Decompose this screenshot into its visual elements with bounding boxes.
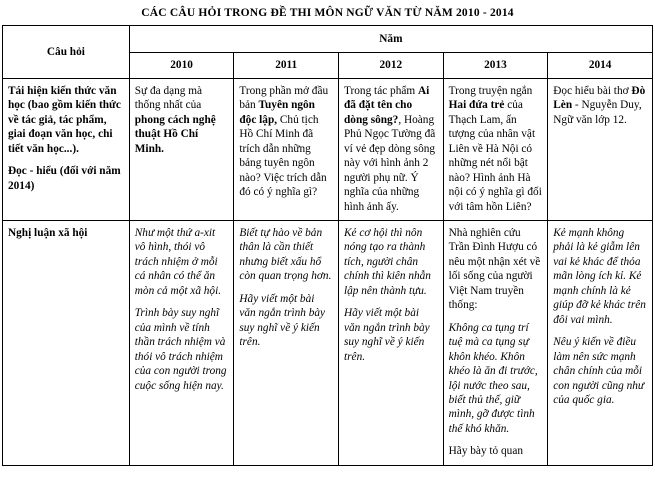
cell-essay-2014 — [548, 220, 653, 465]
paragraph: Kẻ mạnh không phải là kẻ giẫm lên vai kẻ khác để thỏa mãn lòng ích kỉ. Kẻ mạnh chính là kẻ giúp đỡ kẻ khác trên đôi vai mình. — [553, 226, 646, 326]
table-row — [3, 220, 653, 465]
header-year-2012: 2012 — [339, 53, 444, 78]
text-run: Trong truyện ngắn — [448, 84, 533, 97]
cell-paragraphs — [553, 226, 647, 407]
text-run: Trong phần mở đầu bản — [239, 84, 329, 112]
cell-essay-2010 — [129, 220, 234, 465]
row-label-recall — [3, 78, 130, 220]
cell-recall-2012 — [339, 78, 444, 220]
cell-essay-2012 — [339, 220, 444, 465]
cell-recall-2014 — [548, 78, 653, 220]
text-run: Đò Lèn — [553, 84, 646, 112]
page-title: CÁC CÂU HỎI TRONG ĐỀ THI MÔN NGỮ VĂN TỪ NĂM 2010 - 2014 — [141, 7, 514, 19]
header-question-col: Câu hỏi — [3, 26, 130, 79]
paragraph: Hãy viết một bài văn ngắn trình bày suy nghĩ về ý kiến trên. — [344, 307, 430, 363]
cell-paragraphs — [135, 226, 229, 393]
row-label-sub: Đọc - hiểu (đối với năm 2014) — [8, 165, 121, 192]
header-year-group: Năm — [129, 26, 652, 53]
cell-recall-2013 — [443, 78, 548, 220]
header-year-2011: 2011 — [234, 53, 339, 78]
row-label-main: Nghị luận xã hội — [8, 226, 88, 239]
cell-essay-2013 — [443, 220, 548, 465]
cell-paragraphs — [239, 226, 333, 350]
paragraph: Không ca tụng trí tuệ mà ca tụng sự khôn khéo. Khôn khéo là ăn đi trước, lội nước theo sau, biết thủ thế, giữ mình, gỡ được tình thế khó khăn. — [448, 321, 538, 435]
text-run: - Nguyễn Duy, Ngữ văn lớp 12. — [553, 99, 642, 126]
exam-questions-table — [2, 25, 653, 466]
cell-rich-text — [135, 85, 216, 155]
header-year-2013: 2013 — [443, 53, 548, 78]
text-run: Hai đứa trẻ — [448, 99, 505, 112]
text-run: phong cách nghệ thuật Hồ Chí Minh. — [134, 113, 216, 155]
text-run: của Thạch Lam, ấn tượng của nhân vật Liên về Hà Nội có những nét nổi bật nào? Hình ảnh Hà nội có ý nghĩa gì đối với tâm hồn Liên? — [448, 99, 542, 213]
cell-paragraphs — [344, 226, 438, 364]
cell-rich-text — [239, 85, 328, 198]
row-label-main: Tái hiện kiến thức văn học (bao gồm kiến thức về tác giả, tác phẩm, giai đoạn văn học, chi tiết văn học...). — [8, 84, 121, 155]
text-run: , Hoàng Phủ Ngọc Tường đã ví vẻ đẹp dòng sông này với hình ảnh 2 người phụ nữ. Ý nghĩa của những hình ảnh ấy. — [344, 113, 436, 213]
cell-rich-text — [344, 85, 435, 213]
text-run: Trong tác phẩm — [344, 84, 418, 97]
row-label-social-essay — [3, 220, 130, 465]
paragraph: Như một thứ a-xit vô hình, thói vô trách nhiệm ở mỗi cá nhân có thể ăn mòn cả một xã hội. — [134, 226, 222, 297]
table-row — [3, 78, 653, 220]
header-year-2014: 2014 — [548, 53, 653, 78]
cell-paragraphs — [449, 226, 543, 459]
cell-recall-2010 — [129, 78, 234, 220]
header-year-2010: 2010 — [129, 53, 234, 78]
text-run: Sự đa dạng mà thống nhất của — [134, 84, 203, 112]
paragraph: Nhà nghiên cứu Trần Đình Hượu có nêu một nhận xét về lối sống của người Việt Nam truyền thống: — [448, 226, 541, 312]
text-run: Ai đã đặt tên cho dòng sông? — [344, 84, 430, 126]
paragraph: Biết tự hào về bản thân là cần thiết nhưng biết xấu hổ còn quan trọng hơn. — [239, 226, 332, 283]
text-run: Đọc hiểu bài thơ — [553, 84, 632, 97]
cell-rich-text — [553, 85, 645, 126]
paragraph: Hãy viết một bài văn ngắn trình bày suy nghĩ về ý kiến trên. — [239, 292, 326, 349]
cell-essay-2011 — [234, 220, 339, 465]
paragraph: Hãy bày tỏ quan — [448, 445, 523, 458]
text-run: Tuyên ngôn độc lập, — [239, 99, 315, 126]
cell-rich-text — [449, 85, 542, 213]
paragraph: Trình bày suy nghĩ của mình về tính thần trách nhiệm và thói vô trách nhiệm của con người trong cuộc sống hiện nay. — [134, 307, 227, 392]
cell-recall-2011 — [234, 78, 339, 220]
paragraph: Kẻ cơ hội thì nôn nóng tạo ra thành tích, người chân chính thì kiên nhẫn lập nên thành tựu. — [344, 226, 431, 297]
paragraph: Nêu ý kiến về điều làm nên sức mạnh chân chính của mỗi con người cũng như của quốc gia. — [553, 336, 645, 406]
text-run: Chủ tịch Hồ Chí Minh đã trích dẫn những bảng tuyên ngôn nào? Việc trích dẫn đó có ý nghĩa gì? — [239, 113, 327, 199]
table-header-row — [3, 26, 653, 53]
